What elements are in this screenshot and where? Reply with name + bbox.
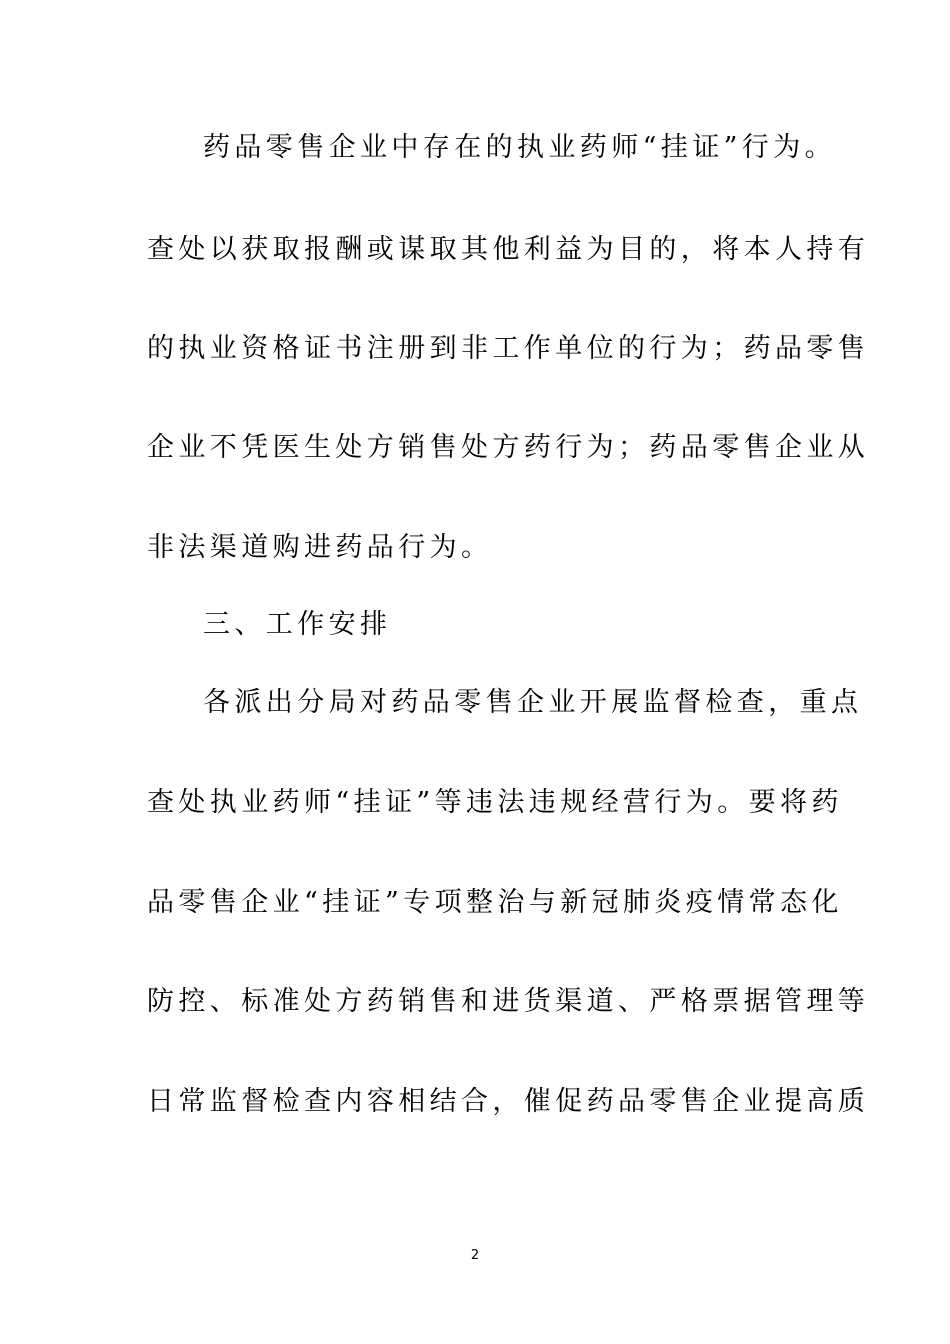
paragraph-line-9: 品零售企业“挂证”专项整治与新冠肺炎疫情常态化 — [147, 887, 843, 918]
page-number: 2 — [470, 1248, 480, 1263]
paragraph-line-11: 日常监督检查内容相结合，催促药品零售企业提高质 — [147, 1086, 870, 1117]
paragraph-line-10: 防控、标准处方药销售和进货渠道、严格票据管理等 — [147, 986, 870, 1017]
paragraph-line-5: 非法渠道购进药品行为。 — [147, 532, 493, 563]
paragraph-line-3: 的执业资格证书注册到非工作单位的行为；药品零售 — [147, 333, 870, 364]
paragraph-line-2: 查处以获取报酬或谋取其他利益为目的，将本人持有 — [147, 234, 870, 265]
section-heading: 三、工作安排 — [203, 609, 392, 640]
paragraph-line-7: 各派出分局对药品零售企业开展监督检查，重点 — [203, 687, 863, 718]
paragraph-line-1: 药品零售企业中存在的执业药师“挂证”行为。 — [203, 132, 837, 163]
paragraph-line-8: 查处执业药师“挂证”等违法违规经营行为。要将药 — [147, 787, 843, 818]
paragraph-line-4: 企业不凭医生处方销售处方药行为；药品零售企业从 — [147, 432, 870, 463]
